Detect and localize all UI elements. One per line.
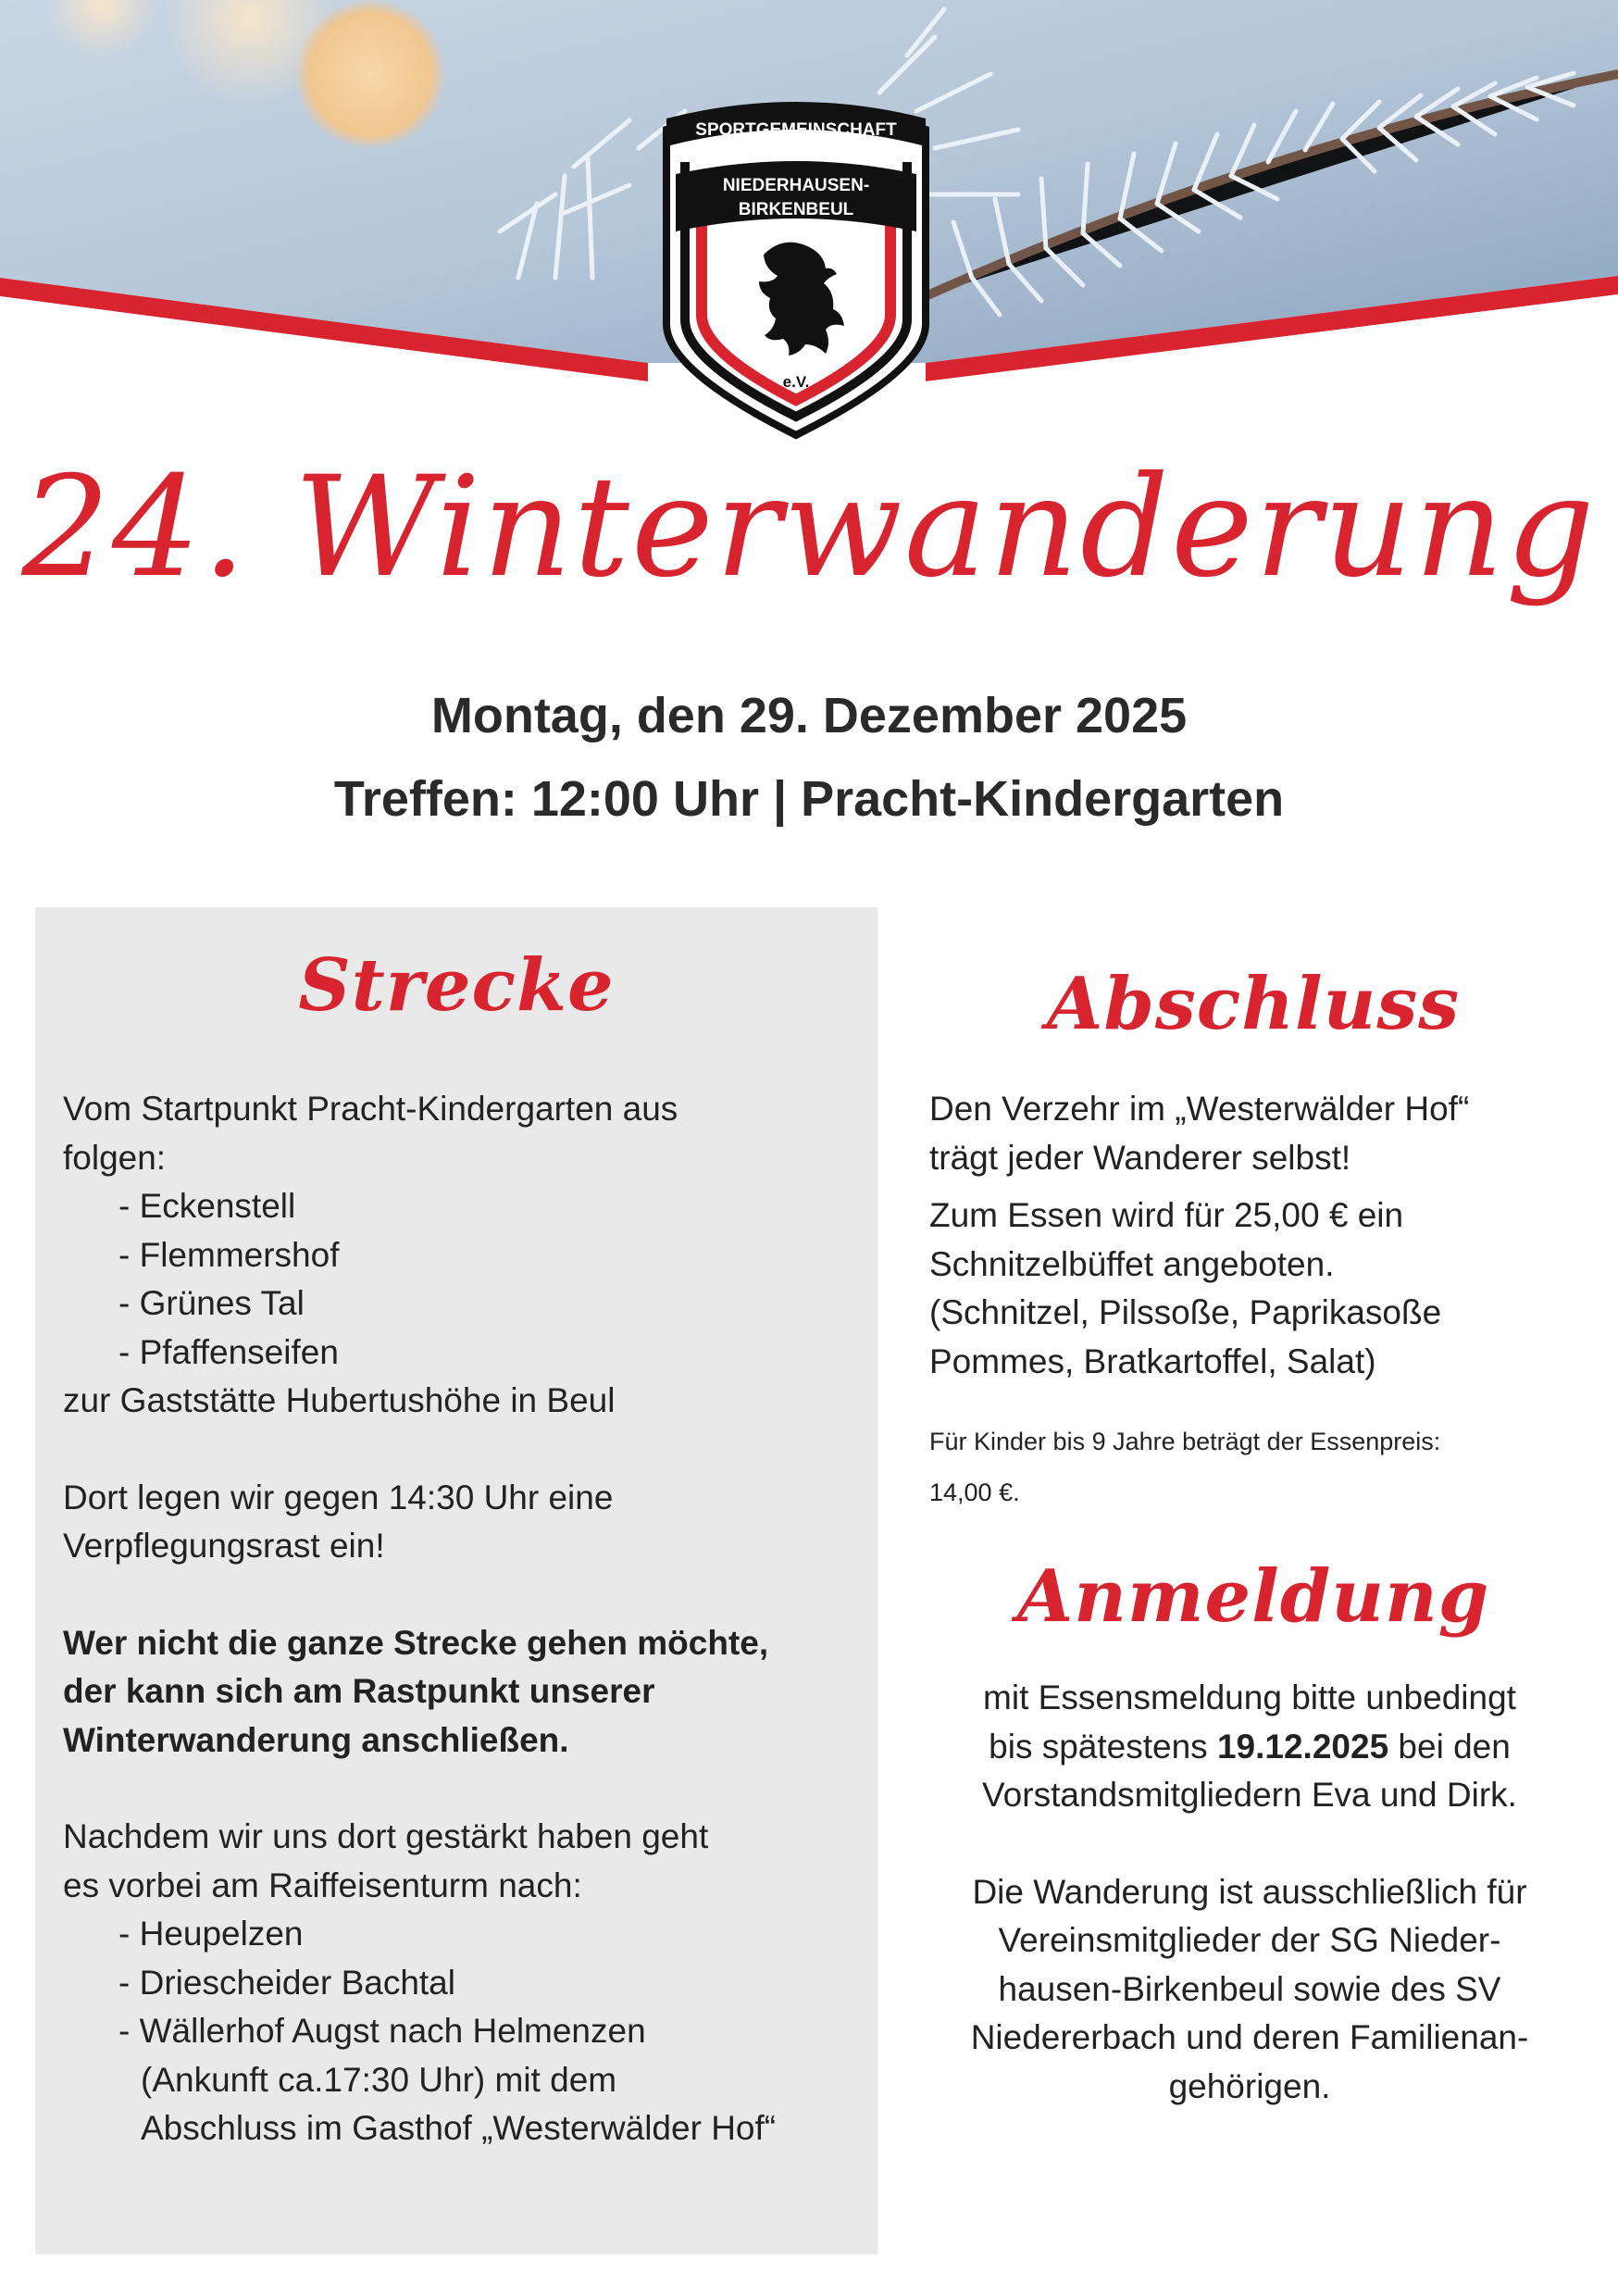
closing-line: trägt jeder Wanderer selbst! bbox=[929, 1138, 1351, 1177]
event-date: Montag, den 29. Dezember 2025 bbox=[430, 688, 1188, 743]
registration-description bbox=[916, 1674, 1583, 2111]
route-finish-line: Abschluss im Gasthof „Westerwälder Hof“ bbox=[141, 2109, 777, 2147]
route-description bbox=[63, 1085, 859, 2153]
registration-line bbox=[916, 1723, 1583, 1772]
route-destination: zur Gaststätte Hubertushöhe in Beul bbox=[63, 1381, 616, 1419]
page-title: 24. Winterwanderung bbox=[21, 447, 1597, 608]
route-stop: - Heupelzen bbox=[118, 1915, 304, 1953]
route-join-note: der kann sich am Rastpunkt unserer bbox=[63, 1672, 655, 1710]
route-join-note: Winterwanderung anschließen. bbox=[63, 1720, 569, 1759]
logo-name-line1: NIEDERHAUSEN- bbox=[722, 176, 870, 195]
route-heading: Strecke bbox=[298, 943, 615, 1028]
route-panel bbox=[35, 907, 877, 2254]
route-stop: - Flemmershof bbox=[118, 1235, 340, 1274]
kids-price-line: Für Kinder bis 9 Jahre beträgt der Essenpreis: bbox=[929, 1428, 1441, 1455]
kids-price-value: 14,00 €. bbox=[929, 1479, 1020, 1506]
membership-line: hausen-Birkenbeul sowie des SV bbox=[998, 1969, 1501, 2008]
closing-line: Den Verzehr im „Westerwälder Hof“ bbox=[929, 1090, 1470, 1128]
registration-heading: Anmeldung bbox=[1016, 1554, 1490, 1639]
meeting-info: Treffen: 12:00 Uhr | Pracht-Kindergarten bbox=[333, 771, 1285, 827]
route-join-note: Wer nicht die ganze Strecke gehen möchte, bbox=[63, 1623, 769, 1662]
membership-line: gehörigen. bbox=[1168, 2066, 1331, 2105]
membership-line: Niedererbach und deren Familienan- bbox=[970, 2018, 1529, 2056]
route-intro-line: folgen: bbox=[63, 1138, 167, 1177]
route-stop: - Driescheider Bachtal bbox=[118, 1963, 455, 2002]
registration-text: bei den bbox=[1388, 1727, 1511, 1766]
club-logo bbox=[648, 93, 944, 444]
route-intro-line: Vom Startpunkt Pracht-Kindergarten aus bbox=[63, 1090, 678, 1128]
closing-line: Schnitzelbüffet angeboten. bbox=[929, 1244, 1335, 1283]
route-rest-line: Dort legen wir gegen 14:30 Uhr eine bbox=[63, 1478, 614, 1516]
closing-line: Pommes, Bratkartoffel, Salat) bbox=[929, 1341, 1376, 1380]
route-stop: - Wällerhof Augst nach Helmenzen bbox=[118, 2012, 646, 2050]
closing-heading: Abschluss bbox=[1046, 962, 1461, 1046]
route-rest-line: Verpflegungsrast ein! bbox=[63, 1527, 385, 1565]
route-after-line: Nachdem wir uns dort gestärkt haben geht bbox=[63, 1817, 709, 1855]
route-stop: - Eckenstell bbox=[118, 1187, 296, 1225]
route-finish-line: (Ankunft ca.17:30 Uhr) mit dem bbox=[141, 2060, 617, 2099]
membership-line: Vereinsmitglieder der SG Nieder- bbox=[998, 1921, 1501, 1959]
registration-deadline: 19.12.2025 bbox=[1216, 1727, 1389, 1766]
registration-line: Vorstandsmitgliedern Eva und Dirk. bbox=[982, 1776, 1517, 1814]
closing-line: (Schnitzel, Pilssoße, Paprikasoße bbox=[929, 1293, 1442, 1331]
route-after-line: es vorbei am Raiffeisenturm nach: bbox=[63, 1866, 582, 1904]
logo-suffix: e.V. bbox=[782, 373, 810, 391]
membership-line: Die Wanderung ist ausschließlich für bbox=[972, 1872, 1527, 1911]
logo-top-text: SPORTGEMEINSCHAFT bbox=[695, 120, 897, 140]
registration-text: bis spätestens bbox=[989, 1727, 1217, 1766]
route-stop: - Pfaffenseifen bbox=[118, 1332, 339, 1371]
kids-price-note bbox=[929, 1416, 1596, 1518]
logo-name-line2: BIRKENBEUL bbox=[738, 200, 854, 219]
route-stop: - Grünes Tal bbox=[118, 1284, 305, 1322]
closing-description bbox=[929, 1085, 1596, 1395]
registration-line: mit Essensmeldung bitte unbedingt bbox=[983, 1678, 1516, 1716]
closing-line: Zum Essen wird für 25,00 € ein bbox=[929, 1196, 1404, 1234]
